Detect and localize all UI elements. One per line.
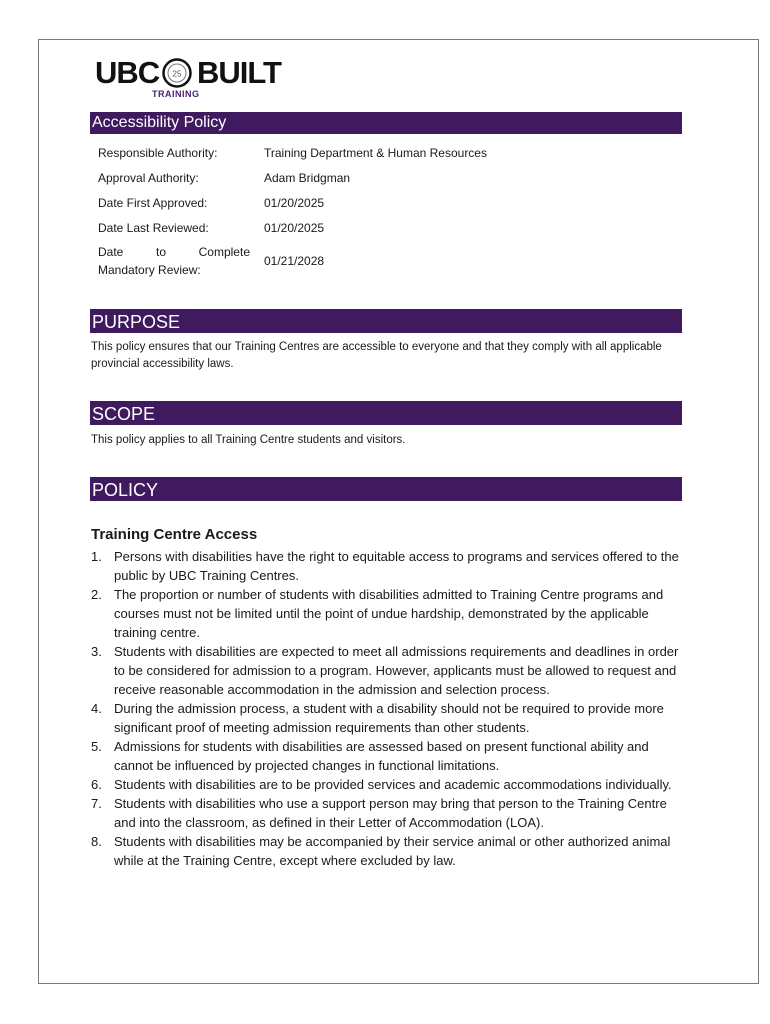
list-item-number: 1. <box>91 549 102 564</box>
meta-value: 01/21/2028 <box>264 254 325 268</box>
list-item <box>91 737 691 775</box>
meta-value: Adam Bridgman <box>264 170 351 185</box>
scope-text: This policy applies to all Training Centre students and visitors. <box>91 434 406 446</box>
meta-label: Date Last Reviewed: <box>98 220 209 235</box>
list-item-number: 3. <box>91 644 102 659</box>
list-item <box>91 699 691 737</box>
policy-heading: POLICY <box>90 477 682 501</box>
meta-row <box>98 240 558 282</box>
meta-value: 01/20/2025 <box>264 195 325 210</box>
list-item <box>91 794 691 832</box>
list-item <box>91 585 691 642</box>
list-item-number: 2. <box>91 587 102 602</box>
list-item-number: 6. <box>91 777 102 792</box>
list-item-number: 8. <box>91 834 102 849</box>
list-item-text: During the admission process, a student with a disability should not be required to provide more significant proof of meeting admission requirements than other students. <box>114 701 664 735</box>
list-item-number: 4. <box>91 701 102 716</box>
logo-word-ubc: UBC <box>95 55 160 90</box>
meta-value: 01/20/2025 <box>264 220 325 235</box>
carpenters-seal-icon <box>162 58 192 88</box>
logo-word-built: BUILT <box>197 55 281 90</box>
logo-subtitle: TRAINING <box>152 89 200 99</box>
list-item <box>91 832 691 870</box>
meta-label: Date First Approved: <box>98 195 208 210</box>
policy-list <box>91 547 691 870</box>
policy-metadata-table <box>98 140 558 282</box>
meta-label: Responsible Authority: <box>98 145 218 160</box>
list-item-number: 5. <box>91 739 102 754</box>
scope-heading: SCOPE <box>90 401 682 425</box>
meta-label: Approval Authority: <box>98 170 199 185</box>
list-item-text: Students with disabilities are to be provided services and academic accommodations individually. <box>114 777 672 792</box>
meta-row <box>98 165 558 190</box>
list-item-text: Students with disabilities may be accompanied by their service animal or other authorized animal while at the Training Centre, except where excluded by law. <box>114 834 671 868</box>
list-item-text: The proportion or number of students with disabilities admitted to Training Centre programs and courses must not be limited until the point of undue hardship, demonstrated by the applicable training centre. <box>114 587 664 640</box>
list-item <box>91 547 691 585</box>
meta-label: Date to Complete Mandatory Review: <box>98 245 250 277</box>
list-item <box>91 642 691 699</box>
ubc-built-logo <box>95 56 295 102</box>
seal-text: 25 <box>172 69 182 79</box>
list-item-text: Admissions for students with disabilities are assessed based on present functional ability and cannot be influenced by projected changes in functional limitations. <box>114 739 649 773</box>
list-item-text: Students with disabilities who use a support person may bring that person to the Training Centre and into the classroom, as defined in their Letter of Accommodation (LOA). <box>114 796 667 830</box>
list-item-text: Students with disabilities are expected to meet all admissions requirements and deadlines in order to be considered for admission to a program. However, applicants must be allowed to request and receive reasonable accommodation in the admission and selection process. <box>114 644 679 697</box>
document-page <box>38 39 759 984</box>
meta-row <box>98 215 558 240</box>
purpose-heading: PURPOSE <box>90 309 682 333</box>
meta-value: Training Department & Human Resources <box>264 145 487 160</box>
meta-row <box>98 140 558 165</box>
list-item-text: Persons with disabilities have the right to equitable access to programs and services offered to the public by UBC Training Centres. <box>114 549 679 583</box>
policy-title-bar: Accessibility Policy <box>90 112 682 134</box>
meta-row <box>98 190 558 215</box>
policy-subheading: Training Centre Access <box>91 526 258 543</box>
list-item <box>91 775 691 794</box>
purpose-text: This policy ensures that our Training Centres are accessible to everyone and that they comply with all applicable provincial accessibility laws. <box>91 341 662 370</box>
list-item-number: 7. <box>91 796 102 811</box>
